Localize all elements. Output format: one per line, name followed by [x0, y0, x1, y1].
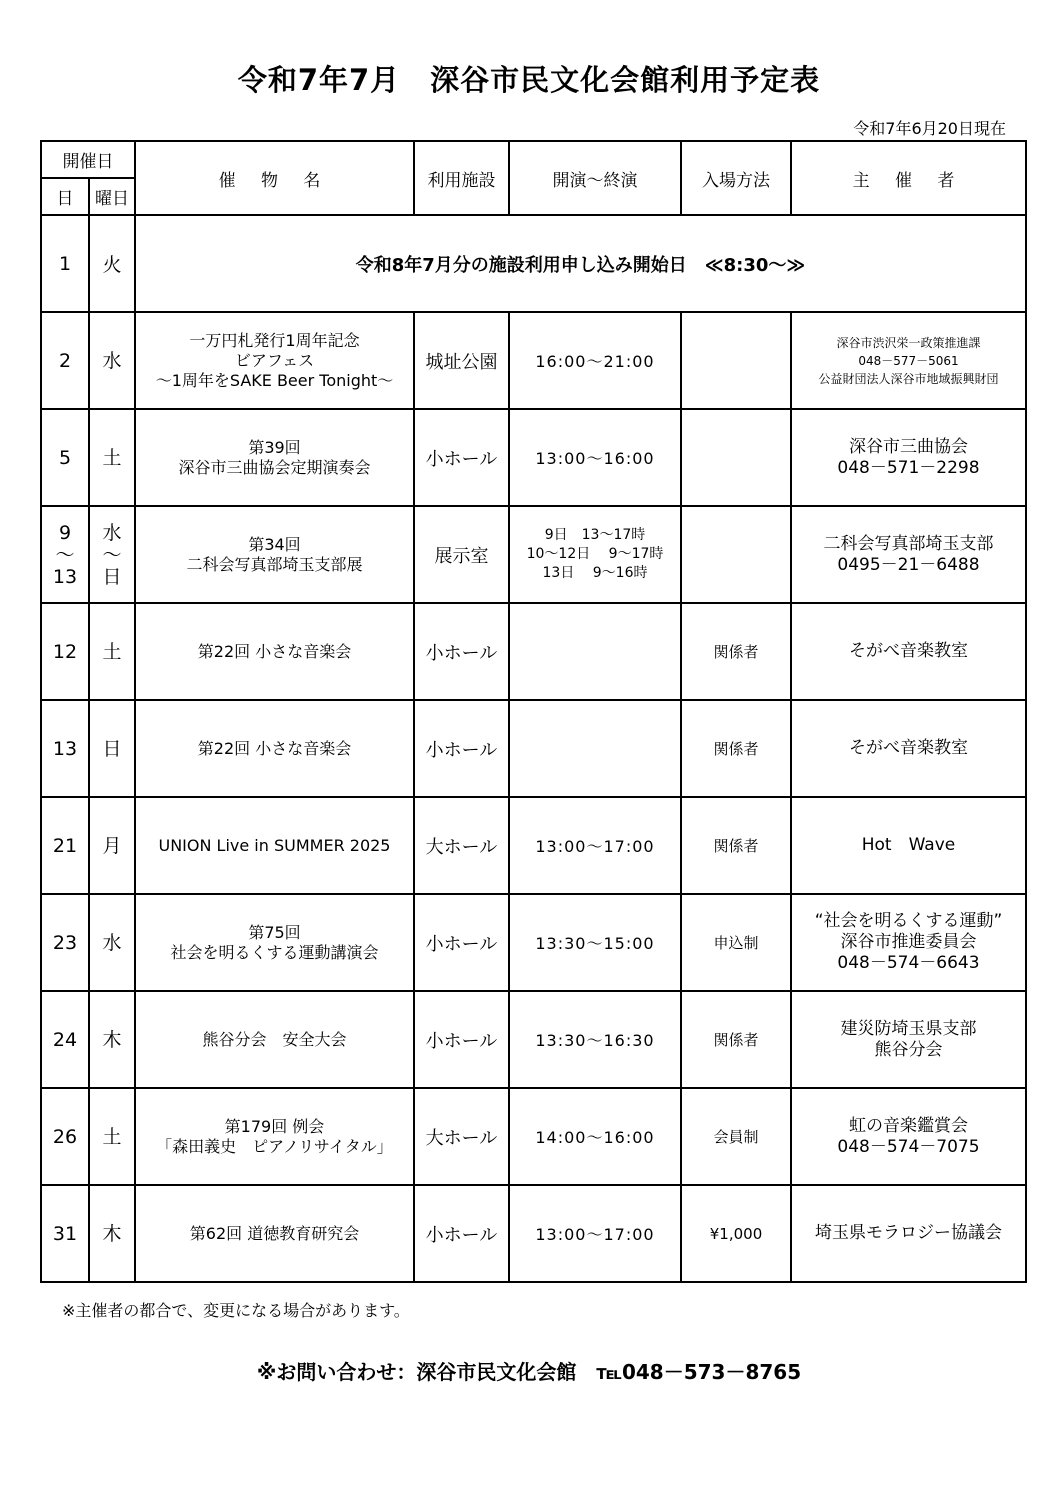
table-row-notice — [41, 215, 1026, 312]
organizer-cell — [791, 797, 1026, 894]
admission-cell — [681, 506, 791, 603]
organizer-cell-line: 深谷市推進委員会 — [840, 932, 977, 952]
weekday-cell — [89, 700, 135, 797]
facility-cell: 小ホール — [414, 603, 509, 700]
weekday-cell-line: 日 — [102, 565, 122, 588]
weekday-cell: 火 — [89, 215, 135, 312]
day-cell-line: 13 — [52, 737, 78, 760]
admission-cell: 会員制 — [681, 1088, 791, 1185]
organizer-cell-line: Hot Wave — [861, 835, 956, 855]
day-cell — [41, 409, 89, 506]
weekday-cell — [89, 312, 135, 409]
event-name-cell-line: 第22回 小さな音楽会 — [197, 738, 352, 758]
event-name-cell-line: 第62回 道徳教育研究会 — [189, 1223, 360, 1243]
event-name-cell — [135, 409, 414, 506]
event-name-cell-line: 二科会写真部埼玉支部展 — [186, 554, 363, 574]
time-cell — [509, 409, 681, 506]
table-row — [41, 603, 1026, 700]
organizer-cell — [791, 1088, 1026, 1185]
event-name-cell-line: ビアフェス — [234, 350, 315, 370]
organizer-cell — [791, 603, 1026, 700]
organizer-cell-line: 0495－21－6488 — [837, 554, 980, 575]
weekday-cell — [89, 1185, 135, 1282]
facility-cell: 小ホール — [414, 991, 509, 1088]
organizer-cell-line: “社会を明るくする運動” — [814, 911, 1003, 931]
table-row — [41, 797, 1026, 894]
organizer-cell-line: そがべ音楽教室 — [849, 738, 968, 758]
table-row — [41, 894, 1026, 991]
day-cell — [41, 991, 89, 1088]
organizer-cell-line: 熊谷分会 — [874, 1039, 943, 1060]
table-row — [41, 409, 1026, 506]
organizer-cell — [791, 409, 1026, 506]
time-cell-line: 13日 9～16時 — [542, 565, 648, 581]
time-cell-line: 10～12日 9～17時 — [526, 546, 664, 562]
weekday-cell-line: 月 — [102, 834, 122, 857]
organizer-cell-line: 深谷市三曲協会 — [849, 436, 968, 457]
header-day: 日 — [41, 178, 89, 215]
header-admission: 入場方法 — [681, 141, 791, 215]
event-name-cell-line: 第34回 — [248, 534, 301, 554]
event-name-cell — [135, 312, 414, 409]
event-name-cell-line: 第179回 例会 — [224, 1116, 325, 1136]
time-cell-line: 14:00～16:00 — [535, 1128, 655, 1147]
day-cell-line: 12 — [52, 640, 78, 663]
day-cell-line: 2 — [58, 349, 72, 372]
organizer-cell — [791, 1185, 1026, 1282]
day-cell-line: 13 — [52, 565, 78, 588]
organizer-cell-line: 048－571－2298 — [837, 457, 980, 478]
event-name-cell — [135, 506, 414, 603]
organizer-cell-line: 048－574－7075 — [837, 1136, 980, 1157]
organizer-cell-line: 深谷市渋沢栄一政策推進課 — [836, 335, 981, 350]
day-cell — [41, 506, 89, 603]
facility-cell: 小ホール — [414, 700, 509, 797]
table-row — [41, 312, 1026, 409]
event-name-cell-line: 第75回 — [248, 922, 301, 942]
table-row — [41, 1185, 1026, 1282]
event-name-cell-line: 「森田義史 ピアノリサイタル」 — [156, 1136, 393, 1156]
table-row — [41, 1088, 1026, 1185]
contact-line: ※お問い合わせ：深谷市民文化会館 ℡048－573－8765 — [256, 1360, 802, 1384]
organizer-cell-line: 048－577－5061 — [858, 353, 959, 368]
page-title: 令和7年7月 深谷市民文化会館利用予定表 — [237, 63, 821, 97]
weekday-cell-line: 木 — [102, 1222, 122, 1245]
weekday-cell-line: 土 — [102, 640, 122, 663]
day-cell — [41, 1185, 89, 1282]
organizer-cell-line: 建災防埼玉県支部 — [840, 1018, 977, 1039]
day-cell-line: 5 — [58, 446, 72, 469]
weekday-cell — [89, 797, 135, 894]
weekday-cell-line: 土 — [102, 1125, 122, 1148]
admission-cell: 関係者 — [681, 797, 791, 894]
admission-cell: 関係者 — [681, 991, 791, 1088]
event-name-cell-line: 熊谷分会 安全大会 — [202, 1029, 347, 1049]
header-facility: 利用施設 — [414, 141, 509, 215]
organizer-cell-line: 二科会写真部埼玉支部 — [823, 533, 994, 554]
admission-cell: 関係者 — [681, 700, 791, 797]
table-row — [41, 991, 1026, 1088]
time-cell-line: 9日 13～17時 — [544, 527, 646, 543]
admission-cell: 申込制 — [681, 894, 791, 991]
event-name-cell-line: 第39回 — [248, 437, 301, 457]
weekday-cell — [89, 894, 135, 991]
footnote: ※主催者の都合で、変更になる場合があります。 — [62, 1301, 410, 1320]
day-cell-line: 23 — [52, 931, 78, 954]
time-cell — [509, 603, 681, 700]
day-cell — [41, 894, 89, 991]
day-cell — [41, 797, 89, 894]
day-cell: 1 — [41, 215, 89, 312]
time-cell-line: 13:00～17:00 — [535, 1225, 655, 1244]
schedule-table — [40, 140, 1027, 1283]
header-organizer: 主 催 者 — [791, 141, 1026, 215]
facility-cell: 小ホール — [414, 894, 509, 991]
event-name-cell — [135, 603, 414, 700]
admission-cell — [681, 312, 791, 409]
admission-cell: 関係者 — [681, 603, 791, 700]
event-name-cell-line: 第22回 小さな音楽会 — [197, 641, 352, 661]
time-cell — [509, 797, 681, 894]
event-name-cell — [135, 991, 414, 1088]
organizer-cell-line: 公益財団法人深谷市地域振興財団 — [818, 371, 999, 386]
admission-cell: ¥1,000 — [681, 1185, 791, 1282]
time-cell — [509, 312, 681, 409]
organizer-cell — [791, 506, 1026, 603]
notice-text: 令和8年7月分の施設利用申し込み開始日 ≪8:30～≫ — [135, 215, 1026, 312]
header-date-group: 開催日 — [41, 141, 135, 178]
header-time: 開演～終演 — [509, 141, 681, 215]
weekday-cell-line: 日 — [102, 737, 122, 760]
day-cell-line: ～ — [55, 543, 75, 566]
facility-cell: 大ホール — [414, 1088, 509, 1185]
organizer-cell-line: 虹の音楽鑑賞会 — [849, 1115, 968, 1136]
day-cell — [41, 700, 89, 797]
event-name-cell-line: 社会を明るくする運動講演会 — [170, 942, 379, 962]
organizer-cell — [791, 312, 1026, 409]
weekday-cell — [89, 409, 135, 506]
weekday-cell-line: 水 — [102, 931, 122, 954]
event-name-cell-line: 一万円札発行1周年記念 — [189, 330, 360, 350]
table-row — [41, 506, 1026, 603]
header-weekday: 曜日 — [89, 178, 135, 215]
weekday-cell-line: 土 — [102, 446, 122, 469]
admission-cell — [681, 409, 791, 506]
event-name-cell-line: ～1周年をSAKE Beer Tonight～ — [155, 370, 394, 390]
organizer-cell-line: そがべ音楽教室 — [849, 641, 968, 661]
organizer-cell-line: 埼玉県モラロジー協議会 — [815, 1223, 1002, 1243]
weekday-cell — [89, 506, 135, 603]
as-of-date: 令和7年6月20日現在 — [853, 119, 1006, 138]
time-cell-line: 13:30～15:00 — [535, 934, 655, 953]
event-name-cell-line: UNION Live in SUMMER 2025 — [158, 835, 391, 855]
day-cell — [41, 312, 89, 409]
organizer-cell — [791, 991, 1026, 1088]
organizer-cell — [791, 894, 1026, 991]
facility-cell: 小ホール — [414, 409, 509, 506]
time-cell — [509, 1185, 681, 1282]
time-cell-line: 16:00～21:00 — [535, 352, 655, 371]
time-cell — [509, 700, 681, 797]
organizer-cell — [791, 700, 1026, 797]
organizer-cell-line: 048－574－6643 — [837, 953, 980, 973]
event-name-cell — [135, 797, 414, 894]
time-cell — [509, 991, 681, 1088]
day-cell-line: 9 — [58, 521, 72, 544]
time-cell-line: 13:00～17:00 — [535, 837, 655, 856]
time-cell-line: 13:30～16:30 — [535, 1031, 655, 1050]
event-name-cell — [135, 894, 414, 991]
time-cell-line: 13:00～16:00 — [535, 449, 655, 468]
day-cell-line: 24 — [52, 1028, 78, 1051]
facility-cell: 城址公園 — [414, 312, 509, 409]
day-cell-line: 21 — [52, 834, 78, 857]
event-name-cell — [135, 1088, 414, 1185]
weekday-cell-line: 水 — [102, 349, 122, 372]
event-name-cell — [135, 1185, 414, 1282]
weekday-cell — [89, 603, 135, 700]
day-cell-line: 31 — [52, 1222, 78, 1245]
time-cell — [509, 506, 681, 603]
facility-cell: 展示室 — [414, 506, 509, 603]
facility-cell: 大ホール — [414, 797, 509, 894]
weekday-cell-line: 木 — [102, 1028, 122, 1051]
event-name-cell — [135, 700, 414, 797]
facility-cell: 小ホール — [414, 1185, 509, 1282]
table-row — [41, 700, 1026, 797]
header-event: 催 物 名 — [135, 141, 414, 215]
time-cell — [509, 1088, 681, 1185]
weekday-cell — [89, 1088, 135, 1185]
weekday-cell — [89, 991, 135, 1088]
weekday-cell-line: 水 — [102, 521, 122, 544]
time-cell — [509, 894, 681, 991]
day-cell — [41, 1088, 89, 1185]
day-cell-line: 26 — [52, 1125, 78, 1148]
event-name-cell-line: 深谷市三曲協会定期演奏会 — [178, 457, 371, 477]
weekday-cell-line: ～ — [102, 543, 122, 566]
day-cell — [41, 603, 89, 700]
